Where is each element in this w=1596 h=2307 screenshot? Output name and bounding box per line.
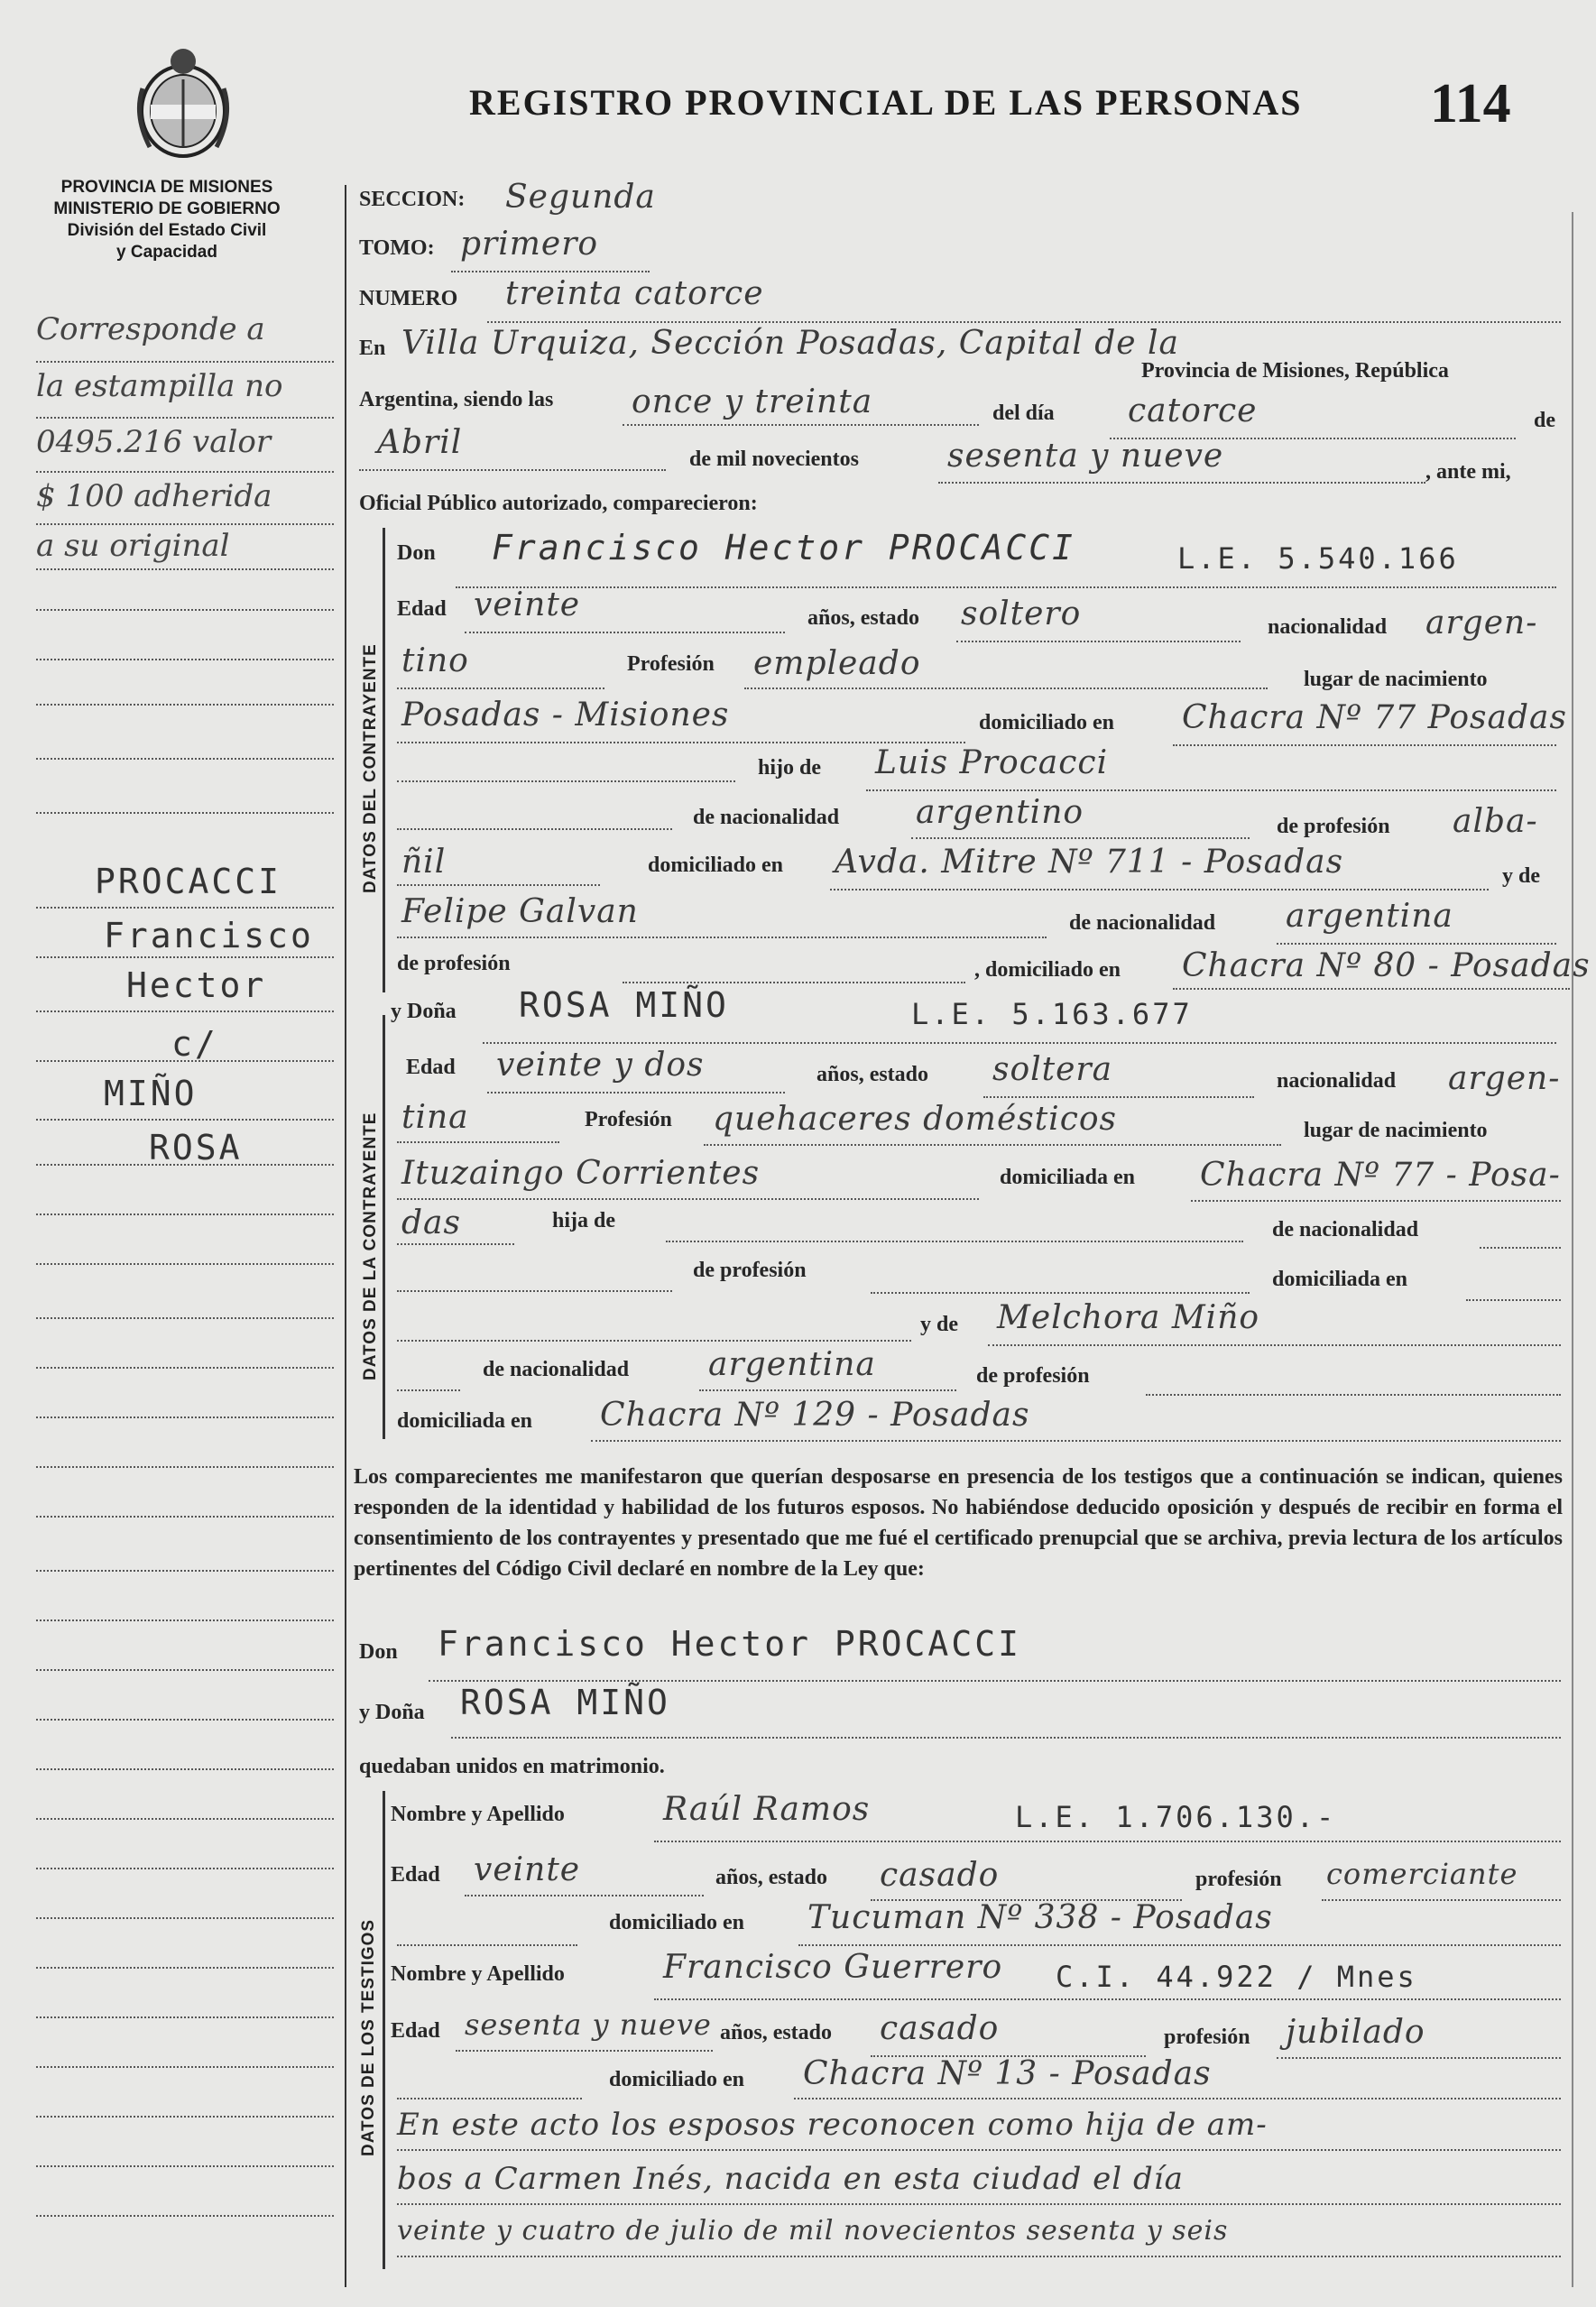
contrayente-nac-label: nacionalidad [1268,615,1388,639]
padre-prof-value: alba- [1453,803,1538,840]
margin-connector: c/ [171,1024,218,1064]
provincia-text: Provincia de Misiones, República [1141,359,1449,383]
t2-profesion-label: profesión [1164,2026,1250,2049]
dona-label: y Doña [391,1000,457,1023]
t1-dom-value: Tucuman Nº 338 - Posadas [807,1899,1273,1936]
margin-rule [36,609,334,611]
margin-rule [36,2016,334,2018]
testigos-section-label: DATOS DE LOS TESTIGOS [359,1918,378,2156]
t1-estado-value: casado [880,1857,1000,1894]
padre-prof-value-cont: ñil [401,844,447,881]
contrayente-bracket [383,528,385,992]
margin-rule [36,1917,334,1919]
margin-rule [36,1213,334,1215]
margin-rule [36,417,334,419]
madre-rule [397,937,1047,938]
margin-rule [36,2165,334,2167]
margin-rule [36,1719,334,1721]
contrayenta-anios-label: años, estado [816,1063,929,1086]
madre-dom-rule [1173,988,1570,990]
contrayente-dom-value: Chacra Nº 77 Posadas [1182,699,1567,736]
contrayenta-madre-prof-rule [1146,1394,1561,1396]
padre-nac-value: argentino [916,794,1084,831]
contrayenta-edad-value: veinte y dos [496,1047,705,1084]
contrayenta-padre-prof-label: de profesión [693,1259,807,1282]
t1-edad-value: veinte [474,1851,581,1888]
margin-rule [36,659,334,660]
t1-edad-rule [465,1895,704,1896]
padre-dom-rule [830,889,1489,891]
coat-of-arms-icon [134,25,233,161]
t2-anios-label: años, estado [720,2021,833,2044]
don-label: Don [397,541,436,565]
t2-dom-value: Chacra Nº 13 - Posadas [803,2055,1212,2092]
margin-rule [36,1060,334,1062]
margin-rule [36,1620,334,1621]
margin-rule [36,1516,334,1518]
margin-rule [36,1466,334,1468]
ante-label: , ante mi, [1425,460,1511,484]
contrayenta-dom-label: domiciliada en [1000,1166,1136,1189]
contrayente-lugar-label: lugar de nacimiento [1304,668,1488,691]
contrayenta-padre-nac-rule [1480,1247,1561,1249]
contrayenta-bracket [383,1015,385,1439]
contrayenta-section-label: DATOS DE LA CONTRAYENTE [361,1112,380,1380]
margin-bride-surname: MIÑO [104,1074,198,1113]
t1-blank-rule [397,1944,577,1946]
y-de-label: y de [1502,864,1540,888]
contrayenta-estado-rule [983,1096,1254,1098]
t2-edad-rule [456,2050,713,2052]
margin-rule [36,1967,334,1969]
t1-profesion-label: profesión [1195,1868,1282,1891]
padre-nac-rule [911,837,1250,839]
margin-note-line: $ 100 adherida [36,478,272,514]
hora-rule [623,424,979,426]
t1-profesion-rule [1322,1899,1561,1901]
margin-rule [36,1570,334,1572]
t2-name-rule [654,1998,1561,2000]
right-border [1572,212,1573,2287]
contrayente-profesion-label: Profesión [627,652,715,676]
decl-dona-value: ROSA MIÑO [460,1683,670,1722]
contrayente-dom-rule [1173,744,1556,746]
t1-dom-label: domiciliado en [609,1911,745,1934]
t1-name-value: Raúl Ramos [663,1791,871,1828]
testigos-bracket [383,1791,385,2269]
seccion-label: SECCION: [359,188,466,211]
recognition-note-line: veinte y cuatro de julio de mil novecientos sesenta y seis [397,2215,1229,2247]
margin-rule [36,523,334,525]
contrayenta-padre-nac-label: de nacionalidad [1272,1218,1419,1241]
contrayenta-madre-rule [988,1344,1561,1346]
padre-dom-label: domiciliado en [648,854,784,877]
decl-don-label: Don [359,1640,398,1664]
t1-profesion-value: comerciante [1326,1857,1518,1891]
t1-edad-label: Edad [391,1863,440,1887]
decl-don-value: Francisco Hector PROCACCI [438,1624,1021,1664]
contrayente-profesion-value: empleado [753,645,921,682]
contrayenta-madre-nac-rule [699,1389,956,1391]
contrayenta-lugar-rule [397,1198,979,1200]
margin-surname: PROCACCI [95,862,282,901]
note-rule [397,2256,1561,2257]
contrayente-name: Francisco Hector PROCACCI [492,528,1075,568]
padre-blank-rule [397,828,672,830]
madre-value: Felipe Galvan [401,893,639,930]
contrayente-edad-rule [465,632,785,633]
numero-value: treinta catorce [505,275,764,312]
contrayente-edad-value: veinte [474,586,581,623]
contrayenta-dom-rule [1191,1200,1561,1202]
contrayente-name-rule [456,586,1556,588]
contrayenta-name: ROSA MIÑO [519,985,729,1025]
t1-name-rule [654,1841,1561,1842]
contrayente-le: L.E. 5.540.166 [1177,541,1459,576]
contrayente-anios-label: años, estado [807,606,920,630]
margin-firstname: Francisco [104,916,314,955]
t2-estado-value: casado [880,2010,1000,2047]
madre-nac-value: argentina [1286,898,1453,935]
tomo-label: TOMO: [359,236,435,260]
mes-rule [359,469,666,471]
margin-rule [36,1868,334,1869]
decl-dona-label: y Doña [359,1701,425,1724]
del-dia-label: del día [992,401,1055,425]
hijo-label: hijo de [758,756,822,780]
contrayente-estado-value: soltero [961,595,1082,632]
margin-rule [36,758,334,760]
document-title: REGISTRO PROVINCIAL DE LAS PERSONAS [469,82,1303,123]
margin-divider [345,185,346,2287]
recognition-note-line: En este acto los esposos reconocen como hija de am- [397,2107,1268,2143]
padre-rule [866,789,1556,791]
padre-prof-label: de profesión [1277,815,1390,838]
t2-edad-label: Edad [391,2019,440,2043]
recognition-note-line: bos a Carmen Inés, nacida en esta ciudad el día [397,2161,1184,2197]
anio-value: sesenta y nueve [947,438,1224,475]
t1-doc-value: L.E. 1.706.130.- [1015,1800,1337,1834]
t1-anios-label: años, estado [715,1866,828,1889]
dia-value: catorce [1128,392,1258,429]
t2-profesion-value: jubilado [1286,2014,1425,2051]
decl-don-rule [429,1680,1561,1682]
contrayente-dom-label: domiciliado en [979,711,1115,734]
contrayenta-padre-prof-rule [871,1292,1250,1294]
margin-rule [36,1263,334,1265]
t2-edad-value: sesenta y nueve [465,2007,712,2042]
mes-value: Abril [377,424,463,461]
de-label: de [1534,409,1555,432]
margin-rule [36,1317,334,1319]
t2-profesion-rule [1277,2057,1561,2059]
madre-dom-value: Chacra Nº 80 - Posadas [1182,947,1591,984]
margin-rule [36,1768,334,1770]
t1-nombre-label: Nombre y Apellido [391,1803,565,1826]
org-line-division: División del Estado Civil [67,221,267,240]
argentina-text: Argentina, siendo las [359,388,554,411]
padre-nac-label: de nacionalidad [693,806,840,829]
contrayenta-madre-nac-value: argentina [708,1346,876,1383]
padre-prof-rule [397,884,600,886]
t2-dom-label: domiciliado en [609,2068,745,2091]
contrayenta-edad-rule [487,1092,785,1094]
contrayenta-edad-label: Edad [406,1056,456,1079]
contrayenta-lugar-label: lugar de nacimiento [1304,1119,1488,1142]
madre-prof-rule [623,982,965,983]
contrayenta-madre-nac-label: de nacionalidad [483,1358,630,1381]
t1-dom-rule [798,1944,1561,1946]
madre-nac-rule [1277,943,1556,945]
margin-rule [36,1818,334,1820]
t2-dom-rule [794,2098,1561,2099]
margin-bride-firstname: ROSA [149,1128,243,1167]
contrayenta-profesion-value: quehaceres domésticos [713,1101,1118,1138]
margin-rule [36,2215,334,2217]
contrayenta-madre-dom-value: Chacra Nº 129 - Posadas [600,1397,1030,1434]
t2-nombre-label: Nombre y Apellido [391,1962,565,1986]
contrayenta-madre-dom-label: domiciliada en [397,1409,533,1433]
contrayenta-padre-dom-label: domiciliada en [1272,1268,1408,1291]
contrayenta-dom-value-cont: das [401,1204,461,1241]
margin-rule [36,704,334,706]
contrayenta-dom-cont-rule [397,1243,514,1245]
margin-note-line: la estampilla no [36,368,283,404]
contrayenta-dom-value: Chacra Nº 77 - Posa- [1200,1157,1561,1194]
madre-nac-label: de nacionalidad [1069,911,1216,935]
padre-ella-rule [666,1241,1243,1242]
margin-rule [36,812,334,814]
note-rule [397,2203,1561,2205]
numero-label: NUMERO [359,287,458,310]
contrayente-blank-rule [397,780,735,782]
contrayente-section-label: DATOS DEL CONTRAYENTE [361,643,380,893]
contrayenta-profesion-label: Profesión [585,1108,672,1131]
contrayente-lugar-value: Posadas - Misiones [401,697,730,734]
contrayenta-estado-value: soltera [992,1051,1113,1088]
contrayenta-madre-prof-label: de profesión [976,1364,1090,1388]
contrayenta-name-rule [483,1042,1556,1044]
margin-rule [36,2066,334,2068]
t2-name-value: Francisco Guerrero [663,1949,1003,1986]
contrayenta-y-de-label: y de [920,1313,958,1336]
t2-doc-value: C.I. 44.922 / Mnes [1056,1960,1417,1994]
contrayenta-madre-value: Melchora Miño [997,1299,1260,1336]
declaration-paragraph: Los comparecientes me manifestaron que querían desposarse en presencia de los testigos que a continuación se indican, quienes responden de la identidad y habilidad de los futuros esposos. No habiéndose deducido oposición y después de recibir en forma el consentimiento de los contrayentes y presentado que me fué el certificado prenupcial que se archiva, previa lectura de los artículos pertinentes del Código Civil declaré en nombre de la Ley que: [354,1465,1563,1581]
margin-rule [36,1164,334,1166]
contrayenta-nac-value: argen- [1448,1060,1561,1097]
contrayenta-nac-value-cont: tina [401,1099,469,1136]
mil-label: de mil novecientos [689,448,859,471]
hija-label: hija de [552,1209,616,1232]
contrayente-nac-value: argen- [1425,604,1538,641]
margin-rule [36,1119,334,1121]
margin-rule [36,1010,334,1012]
contrayente-estado-rule [956,641,1241,642]
org-line-ministry: MINISTERIO DE GOBIERNO [53,199,281,218]
contrayenta-padre-dom-rule [1466,1299,1561,1301]
margin-rule [36,361,334,363]
tomo-rule [451,271,650,272]
contrayenta-profesion-rule [704,1144,1281,1146]
margin-rule [36,568,334,570]
contrayenta-blank-rule-3 [397,1389,460,1391]
margin-note-line: 0495.216 valor [36,424,272,460]
seccion-value: Segunda [505,179,656,216]
margin-rule [36,2116,334,2118]
numero-rule [487,321,1561,323]
margin-rule [36,956,334,958]
margin-note-line: Corresponde a [36,311,265,347]
margin-rule [36,471,334,473]
contrayente-edad-label: Edad [397,597,447,621]
madre-dom-label: , domiciliado en [974,958,1121,982]
margin-middlename: Hector [126,965,267,1005]
note-rule [397,2149,1561,2151]
org-line-province: PROVINCIA DE MISIONES [60,178,273,197]
org-block [36,177,298,263]
margin-note-line: a su original [36,528,230,564]
tomo-value: primero [460,226,599,263]
contrayenta-nac-label: nacionalidad [1277,1069,1397,1093]
contrayente-lugar-rule [397,742,965,743]
margin-rule [36,1669,334,1671]
contrayenta-blank-rule-2 [397,1340,911,1342]
contrayenta-nac-rule [397,1141,559,1143]
contrayenta-le: L.E. 5.163.677 [911,997,1193,1031]
margin-rule [36,907,334,909]
oficial-text: Oficial Público autorizado, comparecieron: [359,492,758,515]
contrayente-profesion-rule [744,687,1268,689]
en-value: Villa Urquiza, Sección Posadas, Capital de la [401,325,1179,362]
contrayenta-blank-rule [397,1290,672,1292]
contrayente-nac-value-cont: tino [401,642,469,679]
contrayenta-lugar-value: Ituzaingo Corrientes [401,1155,761,1192]
t2-blank-rule [397,2098,582,2099]
hora-value: once y treinta [632,383,873,420]
en-label: En [359,337,386,360]
padre-value: Luis Procacci [875,744,1109,781]
contrayente-nac-rule [397,687,604,689]
contrayenta-madre-dom-rule [591,1440,1561,1442]
page-number: 114 [1430,73,1511,134]
margin-rule [36,1367,334,1369]
quedaban-text: quedaban unidos en matrimonio. [359,1755,665,1778]
anio-rule [938,482,1425,484]
org-line-capacity: y Capacidad [116,243,217,262]
padre-dom-value: Avda. Mitre Nº 711 - Posadas [835,844,1344,881]
decl-dona-rule [451,1737,1561,1739]
madre-prof-label: de profesión [397,952,511,975]
margin-rule [36,1416,334,1418]
